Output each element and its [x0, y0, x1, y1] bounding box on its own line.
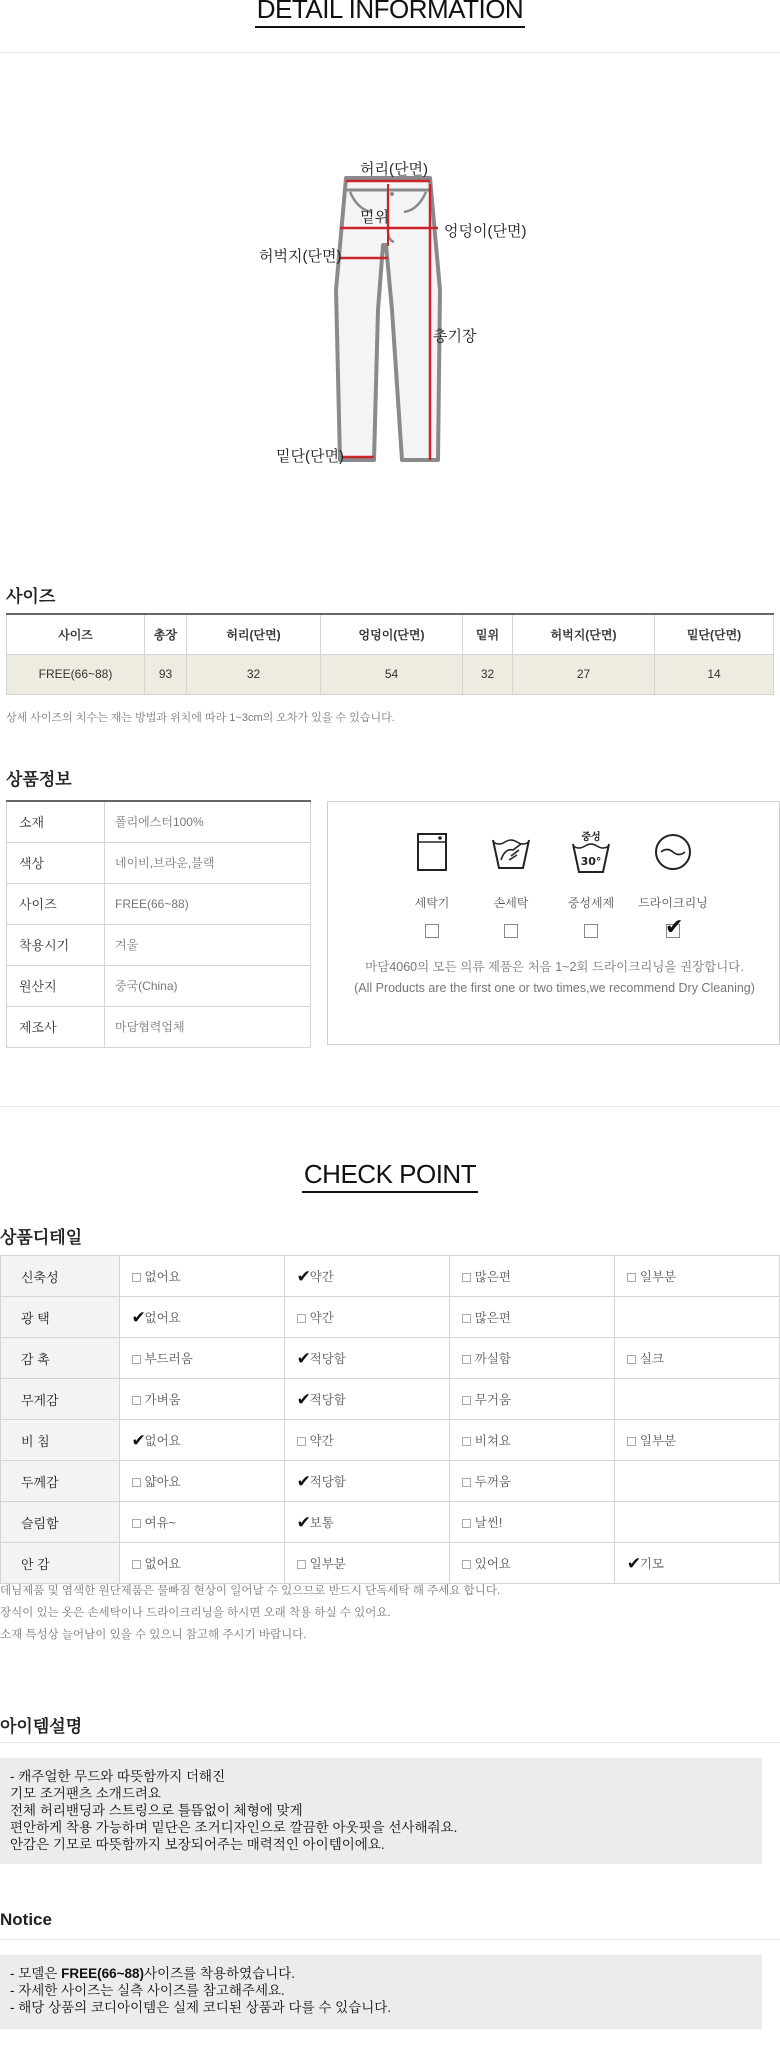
notice-box — [0, 1955, 762, 2029]
check-point-key: 비 침 — [1, 1420, 120, 1461]
notice-title: Notice — [0, 1910, 52, 1929]
divider — [0, 52, 780, 53]
info-value: FREE(66~88) — [105, 883, 311, 924]
empty-cell — [614, 1297, 779, 1338]
checkbox-icon — [462, 1437, 471, 1446]
info-key: 착용시기 — [7, 924, 105, 965]
size-table — [6, 613, 774, 695]
info-row — [7, 801, 311, 842]
size-cell: 54 — [321, 654, 463, 694]
care-label: 세탁기 — [414, 896, 450, 910]
option-label: 적당함 — [309, 1393, 346, 1407]
size-cell: 32 — [187, 654, 321, 694]
check-point-row — [1, 1256, 780, 1297]
checkbox-icon — [297, 1437, 306, 1446]
option-label: 비쳐요 — [474, 1434, 511, 1448]
option-label: 없어요 — [144, 1557, 181, 1571]
check-point-row — [1, 1461, 780, 1502]
info-key: 제조사 — [7, 1006, 105, 1047]
washing-machine-checkbox[interactable] — [425, 924, 439, 938]
checkbox-icon — [462, 1560, 471, 1569]
empty-cell — [614, 1502, 779, 1543]
check-point-row — [1, 1297, 780, 1338]
size-table-row — [7, 654, 774, 694]
check-point-option[interactable] — [614, 1256, 779, 1297]
rise-label: 밑위 — [360, 209, 389, 226]
checkbox-icon — [462, 1355, 471, 1364]
thigh-label: 허벅지(단면) — [259, 248, 342, 265]
product-info-table — [6, 800, 311, 1048]
checkbox-icon — [462, 1396, 471, 1405]
item-description-line: 기모 조거팬츠 소개드려요 — [10, 1786, 161, 1801]
size-cell: 14 — [655, 654, 774, 694]
check-point-option[interactable] — [449, 1338, 614, 1379]
product-detail-subtitle: 상품디테일 — [0, 1228, 83, 1247]
item-description-line: 전체 허리밴딩과 스트링으로 틀뜸없이 체형에 맞게 — [10, 1803, 303, 1818]
info-key: 원산지 — [7, 965, 105, 1006]
check-point-row — [1, 1379, 780, 1420]
care-note-line: 장식이 있는 옷은 손세탁이나 드라이크리닝을 하시면 오래 착용 하실 수 있어요. — [0, 1607, 391, 1619]
option-label: 날씬! — [474, 1516, 503, 1530]
info-row — [7, 842, 311, 883]
checkbox-icon — [132, 1560, 141, 1569]
option-label: 일부분 — [639, 1270, 677, 1284]
size-header-cell: 밑단(단면) — [655, 614, 774, 654]
option-label: 실크 — [639, 1352, 665, 1366]
check-point-key: 슬림함 — [1, 1502, 120, 1543]
info-value: 겨울 — [105, 924, 311, 965]
check-point-option[interactable] — [119, 1338, 284, 1379]
washing-machine-icon — [392, 830, 472, 874]
checkbox-icon — [462, 1314, 471, 1323]
info-value: 폴리에스터100% — [105, 801, 311, 842]
check-point-option[interactable] — [284, 1420, 449, 1461]
option-label: 보통 — [309, 1516, 334, 1530]
check-point-option[interactable] — [284, 1461, 449, 1502]
length-label: 총기장 — [433, 328, 477, 345]
check-point-option[interactable] — [284, 1379, 449, 1420]
checkbox-icon — [132, 1396, 141, 1405]
check-point-option[interactable] — [284, 1502, 449, 1543]
option-label: 많은편 — [474, 1311, 511, 1325]
check-point-key: 두께감 — [1, 1461, 120, 1502]
hem-label: 밑단(단면) — [276, 448, 344, 465]
size-section-title: 사이즈 — [6, 587, 56, 606]
pants-size-diagram — [0, 150, 780, 480]
check-point-option[interactable] — [119, 1502, 284, 1543]
size-header-cell: 사이즈 — [7, 614, 145, 654]
waist-label: 허리(단면) — [360, 161, 428, 178]
check-point-row — [1, 1338, 780, 1379]
item-description-line: 안감은 기모로 따뜻함까지 보장되어주는 매력적인 아이템이에요. — [10, 1837, 385, 1852]
checkbox-icon — [462, 1273, 471, 1282]
check-point-row — [1, 1543, 780, 1584]
check-point-option[interactable] — [119, 1297, 284, 1338]
check-point-key: 신축성 — [1, 1256, 120, 1297]
check-point-option[interactable] — [449, 1420, 614, 1461]
check-point-option[interactable] — [449, 1543, 614, 1584]
info-row — [7, 1006, 311, 1047]
check-point-option[interactable] — [449, 1297, 614, 1338]
check-point-key: 무게감 — [1, 1379, 120, 1420]
check-point-table — [0, 1255, 780, 1584]
info-row — [7, 883, 311, 924]
check-point-option[interactable] — [284, 1543, 449, 1584]
empty-cell — [614, 1461, 779, 1502]
neutral-detergent-checkbox[interactable] — [584, 924, 598, 938]
option-label: 약간 — [309, 1270, 334, 1284]
checkbox-icon — [297, 1314, 306, 1323]
check-mark-icon: ✔ — [131, 1308, 146, 1327]
notice-line: - 모델은 FREE(66~88)사이즈를 착용하였습니다. — [10, 1966, 295, 1981]
check-point-option[interactable] — [119, 1461, 284, 1502]
check-point-title: CHECK POINT — [0, 1159, 780, 1190]
info-value: 중국(China) — [105, 965, 311, 1006]
check-point-row — [1, 1420, 780, 1461]
check-point-row — [1, 1502, 780, 1543]
dry-cleaning-checkbox[interactable] — [665, 914, 684, 939]
check-mark-icon: ✔ — [296, 1390, 311, 1409]
option-label: 약간 — [309, 1311, 334, 1325]
care-note-line: 데님제품 및 염색한 원단제품은 물빠짐 현상이 일어날 수 있으므로 반드시 단독세탁 해 주세요 합니다. — [0, 1585, 501, 1597]
check-point-option[interactable] — [284, 1338, 449, 1379]
check-point-key: 안 감 — [1, 1543, 120, 1584]
neutral-detergent-icon — [551, 830, 631, 878]
item-description-title: 아이템설명 — [0, 1717, 83, 1736]
care-label: 중성세제 — [567, 896, 615, 910]
option-label: 일부분 — [309, 1557, 346, 1571]
option-label: 적당함 — [309, 1352, 346, 1366]
size-cell: 32 — [463, 654, 513, 694]
item-description-line: - 캐주얼한 무드와 따뜻함까지 더해진 — [10, 1769, 226, 1784]
checkbox-icon — [132, 1519, 141, 1528]
size-cell: 27 — [513, 654, 655, 694]
info-row — [7, 924, 311, 965]
divider — [0, 1742, 780, 1743]
option-label: 얇아요 — [144, 1475, 181, 1489]
care-note-korean: 마담4060의 모든 의류 제품은 처음 1~2회 드라이크리닝을 권장합니다. — [365, 960, 744, 974]
check-mark-icon: ✔ — [296, 1472, 311, 1491]
option-label: 까실함 — [474, 1352, 511, 1366]
notice-line: - 자세한 사이즈는 실측 사이즈를 참고해주세요. — [10, 1983, 285, 1998]
check-point-option[interactable] — [614, 1543, 779, 1584]
checkbox-icon — [132, 1355, 141, 1364]
size-header-cell: 허리(단면) — [187, 614, 321, 654]
check-mark-icon: ✔ — [626, 1554, 642, 1573]
dry-cleaning-icon — [633, 830, 713, 874]
info-key: 색상 — [7, 842, 105, 883]
size-header-cell: 밑위 — [463, 614, 513, 654]
check-point-option[interactable] — [119, 1379, 284, 1420]
size-header-cell: 허벅지(단면) — [513, 614, 655, 654]
care-note-english: (All Products are the first one or two times,we recommend Dry Cleaning) — [354, 981, 755, 995]
check-point-option[interactable] — [284, 1297, 449, 1338]
size-cell: 93 — [145, 654, 187, 694]
item-description-box — [0, 1758, 762, 1864]
check-point-option[interactable] — [449, 1461, 614, 1502]
detergent-temp-text: 30° — [580, 855, 602, 868]
divider — [0, 1939, 780, 1940]
pants-illustration — [0, 150, 780, 480]
option-label: 기모 — [639, 1557, 665, 1571]
checkbox-icon — [627, 1273, 636, 1282]
check-point-option[interactable] — [119, 1543, 284, 1584]
option-label: 약간 — [309, 1434, 334, 1448]
info-value: 마담협력업체 — [105, 1006, 311, 1047]
empty-cell — [614, 1379, 779, 1420]
info-key: 사이즈 — [7, 883, 105, 924]
notice-line: - 해당 상품의 코디아이템은 실제 코디된 상품과 다를 수 있습니다. — [10, 2000, 392, 2015]
check-point-option[interactable] — [119, 1420, 284, 1461]
size-table-header — [7, 614, 774, 654]
care-note-line: 소재 특성상 늘어남이 있을 수 있으니 참고해 주시기 바랍니다. — [0, 1629, 307, 1641]
detail-information-title: DETAIL INFORMATION — [0, 0, 780, 25]
option-label: 적당함 — [309, 1475, 346, 1489]
check-point-option[interactable] — [449, 1256, 614, 1297]
option-label: 없어요 — [144, 1270, 181, 1284]
checkbox-icon — [627, 1355, 636, 1364]
checkbox-icon — [462, 1519, 471, 1528]
checkbox-icon — [297, 1560, 306, 1569]
checkbox-icon — [462, 1478, 471, 1487]
check-mark-icon: ✔ — [296, 1513, 311, 1532]
check-mark-icon: ✔ — [296, 1349, 311, 1368]
option-label: 부드러움 — [144, 1352, 193, 1366]
check-point-key: 광 택 — [1, 1297, 120, 1338]
option-label: 많은편 — [474, 1270, 511, 1284]
option-label: 없어요 — [144, 1434, 181, 1448]
info-value: 네이비,브라운,블랙 — [105, 842, 311, 883]
size-note: 상세 사이즈의 치수는 재는 방법과 위치에 따라 1~3cm의 오차가 있을 수 있습니다. — [6, 712, 395, 724]
option-label: 가벼움 — [144, 1393, 181, 1407]
care-instructions-box — [327, 801, 780, 1045]
item-description-line: 편안하게 착용 가능하며 밑단은 조거디자인으로 깔끔한 아웃핏을 선사해줘요. — [10, 1820, 458, 1835]
checkbox-icon — [132, 1478, 141, 1487]
care-label: 드라이크리닝 — [638, 896, 708, 910]
size-header-cell: 엉덩이(단면) — [321, 614, 463, 654]
checkbox-icon — [132, 1273, 141, 1282]
product-info-title: 상품정보 — [6, 770, 72, 789]
option-label: 없어요 — [144, 1311, 181, 1325]
check-mark-icon: ✔ — [131, 1431, 146, 1450]
option-label: 있어요 — [474, 1557, 511, 1571]
check-point-option[interactable] — [284, 1256, 449, 1297]
size-header-cell: 총장 — [145, 614, 187, 654]
divider — [0, 1106, 780, 1107]
option-label: 두꺼움 — [474, 1475, 511, 1489]
option-label: 무거움 — [474, 1393, 511, 1407]
check-point-option[interactable] — [449, 1379, 614, 1420]
check-point-option[interactable] — [614, 1338, 779, 1379]
info-row — [7, 965, 311, 1006]
info-key: 소재 — [7, 801, 105, 842]
detergent-icon-text: 중성 — [581, 832, 601, 843]
hip-label: 엉덩이(단면) — [444, 223, 527, 240]
hand-wash-icon — [471, 830, 551, 874]
size-cell: FREE(66~88) — [7, 654, 145, 694]
hand-wash-checkbox[interactable] — [504, 924, 518, 938]
check-point-option[interactable] — [449, 1502, 614, 1543]
check-point-option[interactable] — [614, 1420, 779, 1461]
checkbox-icon — [627, 1437, 636, 1446]
option-label: 여유~ — [144, 1516, 176, 1530]
check-point-key: 감 촉 — [1, 1338, 120, 1379]
check-mark-icon: ✔ — [296, 1267, 311, 1286]
check-point-option[interactable] — [119, 1256, 284, 1297]
care-label: 손세탁 — [493, 896, 529, 910]
option-label: 일부분 — [639, 1434, 677, 1448]
check-mark-icon: ✔ — [665, 914, 684, 939]
